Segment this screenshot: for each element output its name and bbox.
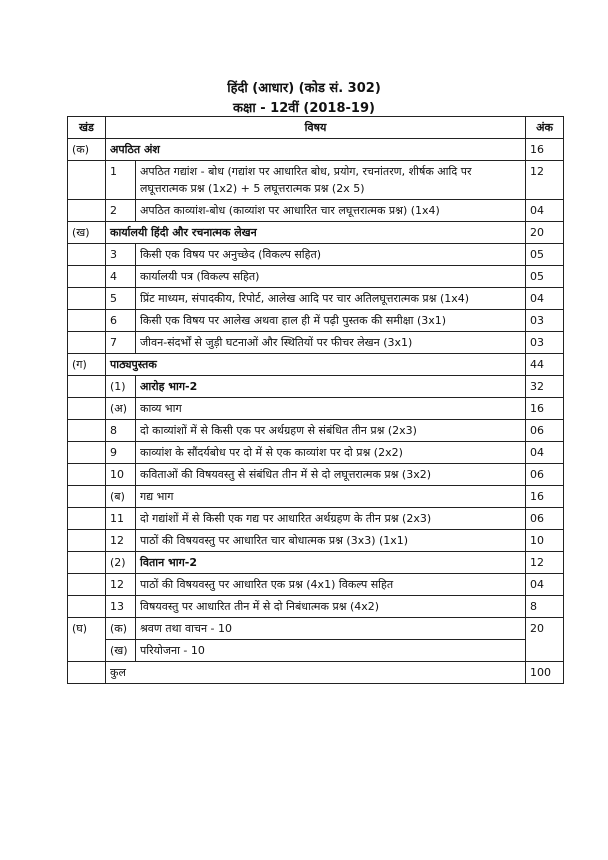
item-text: काव्यांश के सौंदर्यबोध पर दो में से एक काव्यांश पर दो प्रश्न (2x2) <box>136 442 526 464</box>
table-row <box>68 574 564 596</box>
table-row <box>68 161 564 200</box>
item-number: 4 <box>106 266 136 288</box>
item-text: वितान भाग-2 <box>136 552 526 574</box>
marks-cell: 16 <box>526 398 564 420</box>
section-cell <box>68 464 106 486</box>
section-title: अपठित अंश <box>106 139 526 161</box>
item-text: जीवन-संदर्भों से जुड़ी घटनाओं और स्थितियों पर फीचर लेखन (3x1) <box>136 332 526 354</box>
table-header-row <box>68 117 564 139</box>
item-number: 13 <box>106 596 136 618</box>
document-title: हिंदी (आधार) (कोड सं. 302) <box>227 81 381 96</box>
table-row <box>68 139 564 161</box>
item-text: दो गद्यांशों में से किसी एक गद्य पर आधारित अर्थग्रहण के तीन प्रश्न (2x3) <box>136 508 526 530</box>
marks-cell: 10 <box>526 530 564 552</box>
section-cell <box>68 662 106 684</box>
item-text: पाठों की विषयवस्तु पर आधारित चार बोधात्मक प्रश्न (3x3) (1x1) <box>136 530 526 552</box>
item-number: (ब) <box>106 486 136 508</box>
item-text: पाठों की विषयवस्तु पर आधारित एक प्रश्न (4x1) विकल्प सहित <box>136 574 526 596</box>
marks-cell: 06 <box>526 420 564 442</box>
item-text: परियोजना - 10 <box>136 640 526 662</box>
table-row <box>68 618 564 640</box>
total-label: कुल <box>106 662 526 684</box>
table-row <box>68 376 564 398</box>
section-cell <box>68 508 106 530</box>
section-cell <box>68 420 106 442</box>
section-cell <box>68 161 106 200</box>
item-text: किसी एक विषय पर आलेख अथवा हाल ही में पढ़ी पुस्तक की समीक्षा (3x1) <box>136 310 526 332</box>
marks-cell: 06 <box>526 508 564 530</box>
item-text: श्रवण तथा वाचन - 10 <box>136 618 526 640</box>
item-number: 12 <box>106 574 136 596</box>
marks-cell: 04 <box>526 574 564 596</box>
item-number: 10 <box>106 464 136 486</box>
item-number: 12 <box>106 530 136 552</box>
item-number: (2) <box>106 552 136 574</box>
item-text: गद्य भाग <box>136 486 526 508</box>
header-subject: विषय <box>106 117 526 139</box>
section-title: पाठ्यपुस्तक <box>106 354 526 376</box>
marks-cell: 03 <box>526 310 564 332</box>
total-row <box>68 662 564 684</box>
table-row <box>68 530 564 552</box>
table-row <box>68 640 564 662</box>
marks-cell: 12 <box>526 552 564 574</box>
table-row <box>68 420 564 442</box>
item-number: 8 <box>106 420 136 442</box>
item-text: दो काव्यांशों में से किसी एक पर अर्थग्रहण से संबंधित तीन प्रश्न (2x3) <box>136 420 526 442</box>
section-cell: (क) <box>68 139 106 161</box>
header-section: खंड <box>68 117 106 139</box>
table-row <box>68 486 564 508</box>
item-number: 7 <box>106 332 136 354</box>
table-row <box>68 596 564 618</box>
marks-cell: 32 <box>526 376 564 398</box>
item-number: 9 <box>106 442 136 464</box>
item-text: आरोह भाग-2 <box>136 376 526 398</box>
item-text: प्रिंट माध्यम, संपादकीय, रिपोर्ट, आलेख आदि पर चार अतिलघूत्तरात्मक प्रश्न (1x4) <box>136 288 526 310</box>
item-number: (क) <box>106 618 136 640</box>
item-number: 11 <box>106 508 136 530</box>
section-cell <box>68 332 106 354</box>
table-row <box>68 222 564 244</box>
item-text: किसी एक विषय पर अनुच्छेद (विकल्प सहित) <box>136 244 526 266</box>
section-cell <box>68 530 106 552</box>
section-cell <box>68 244 106 266</box>
marks-cell: 05 <box>526 244 564 266</box>
table-row <box>68 508 564 530</box>
table-row <box>68 200 564 222</box>
section-cell <box>68 310 106 332</box>
marks-cell: 8 <box>526 596 564 618</box>
table-row <box>68 442 564 464</box>
marks-cell: 04 <box>526 288 564 310</box>
item-text: अपठित काव्यांश-बोध (काव्यांश पर आधारित चार लघूत्तरात्मक प्रश्न) (1x4) <box>136 200 526 222</box>
section-title: कार्यालयी हिंदी और रचनात्मक लेखन <box>106 222 526 244</box>
table-row <box>68 354 564 376</box>
document-subtitle: कक्षा - 12वीं (2018-19) <box>233 101 375 116</box>
section-cell <box>68 574 106 596</box>
item-number: 2 <box>106 200 136 222</box>
table-row <box>68 244 564 266</box>
section-cell: (ख) <box>68 222 106 244</box>
table-row <box>68 552 564 574</box>
table-row <box>68 332 564 354</box>
item-text: कार्यालयी पत्र (विकल्प सहित) <box>136 266 526 288</box>
section-cell <box>68 596 106 618</box>
item-text: कविताओं की विषयवस्तु से संबंधित तीन में से दो लघूत्तरात्मक प्रश्न (3x2) <box>136 464 526 486</box>
marks-cell: 04 <box>526 200 564 222</box>
item-number: (ख) <box>106 640 136 662</box>
table-row <box>68 398 564 420</box>
section-cell <box>68 200 106 222</box>
section-cell: (ग) <box>68 354 106 376</box>
marks-cell: 04 <box>526 442 564 464</box>
section-cell <box>68 376 106 398</box>
section-cell <box>68 398 106 420</box>
marks-cell: 44 <box>526 354 564 376</box>
item-number: (अ) <box>106 398 136 420</box>
item-number: 1 <box>106 161 136 200</box>
marks-cell: 20 <box>526 222 564 244</box>
item-text: विषयवस्तु पर आधारित तीन में से दो निबंधात्मक प्रश्न (4x2) <box>136 596 526 618</box>
section-cell <box>68 266 106 288</box>
item-number: 5 <box>106 288 136 310</box>
section-cell <box>68 552 106 574</box>
marks-cell: 12 <box>526 161 564 200</box>
marks-cell: 20 <box>526 618 564 662</box>
total-marks: 100 <box>526 662 564 684</box>
section-cell <box>68 442 106 464</box>
marks-cell: 16 <box>526 486 564 508</box>
header-marks: अंक <box>526 117 564 139</box>
item-number: 3 <box>106 244 136 266</box>
table-row <box>68 266 564 288</box>
section-cell: (घ) <box>68 618 106 662</box>
item-number: 6 <box>106 310 136 332</box>
marks-cell: 05 <box>526 266 564 288</box>
marks-cell: 16 <box>526 139 564 161</box>
marks-cell: 03 <box>526 332 564 354</box>
marks-table <box>67 116 564 684</box>
item-text: अपठित गद्यांश - बोध (गद्यांश पर आधारित बोध, प्रयोग, रचनांतरण, शीर्षक आदि पर लघूत्तरात्मक प्रश्न (1x2) + 5 लघूत्तरात्मक प्रश्न (2x 5) <box>136 161 526 200</box>
table-row <box>68 464 564 486</box>
item-number: (1) <box>106 376 136 398</box>
section-cell <box>68 288 106 310</box>
section-cell <box>68 486 106 508</box>
table-row <box>68 288 564 310</box>
marks-cell: 06 <box>526 464 564 486</box>
item-text: काव्य भाग <box>136 398 526 420</box>
table-row <box>68 310 564 332</box>
